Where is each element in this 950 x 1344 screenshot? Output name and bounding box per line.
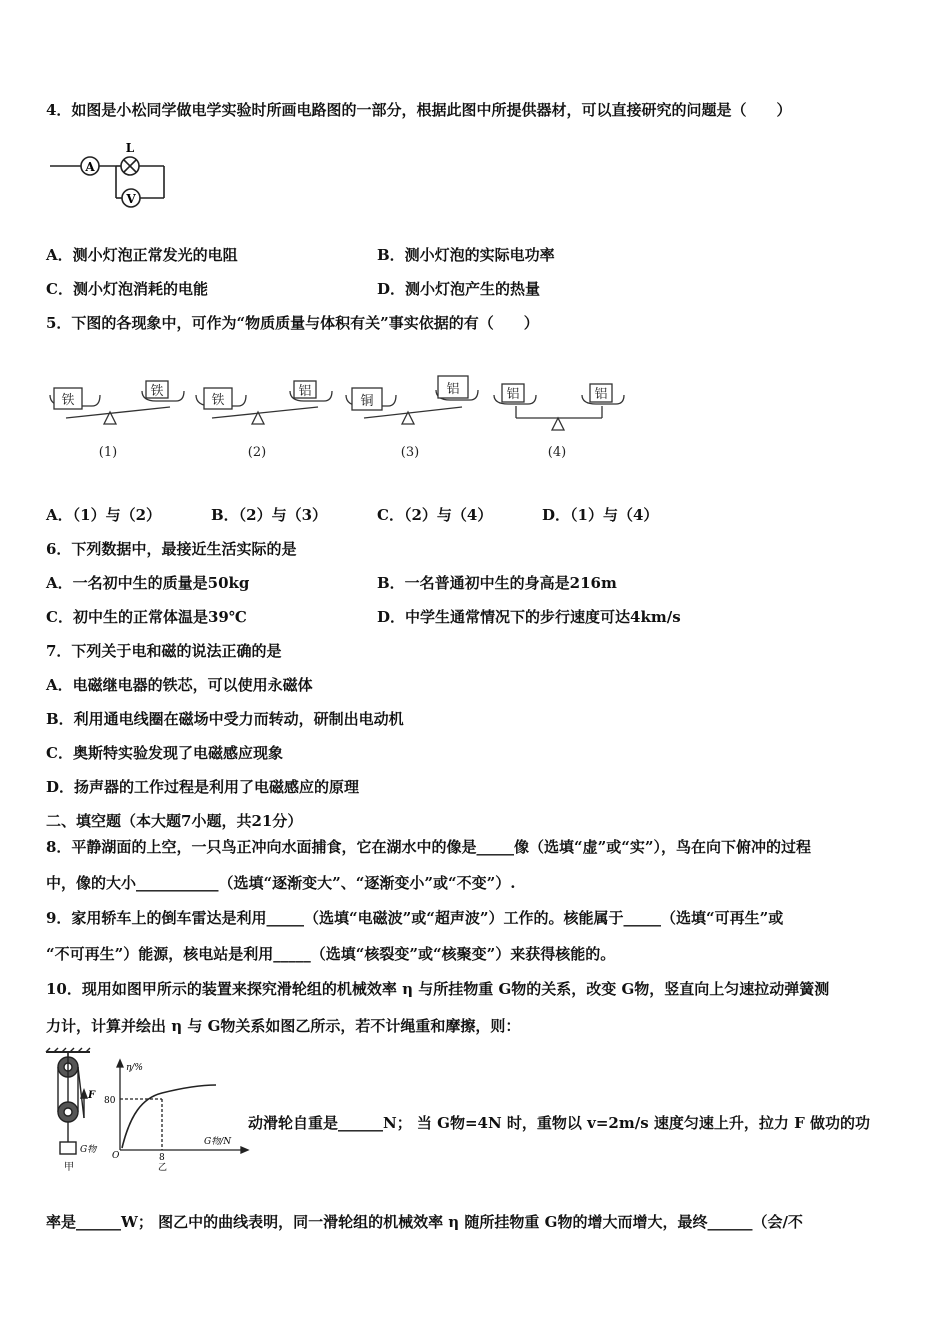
q6-option-d: D．中学生通常情况下的步行速度可达4km/s [377, 608, 681, 626]
b1-left-label: 铁 [61, 393, 75, 408]
section-heading: 二、填空题（本大题7小题，共21分） [46, 812, 303, 830]
q4-option-a: A．测小灯泡正常发光的电阻 [46, 246, 238, 264]
q10-line4: 率是______W； 图乙中的曲线表明，同一滑轮组的机械效率 η 随所挂物重 G物的增大而增大，最终______（会/不 [46, 1213, 803, 1231]
q8-line1: 8．平静湖面的上空，一只鸟正冲向水面捕食，它在湖水中的像是_____像（选填“虚”或“实”），鸟在向下俯冲的过程 [46, 838, 811, 856]
q4-option-c: C．测小灯泡消耗的电能 [46, 280, 208, 298]
force-f-label: F [88, 1090, 96, 1101]
q6-stem: 6．下列数据中，最接近生活实际的是 [46, 540, 297, 558]
q4-circuit-diagram [48, 138, 178, 214]
q5-balance-diagrams [46, 370, 626, 465]
x-tick-8: 8 [159, 1153, 165, 1163]
b3-left-label: 铜 [360, 394, 374, 409]
q5-option-a: A．（1）与（2） [46, 506, 162, 524]
b3-caption: (3) [400, 445, 420, 460]
q4-stem: 4．如图是小松同学做电学实验时所画电路图的一部分，根据此图中所提供器材，可以直接研究的问题是（ ） [46, 101, 792, 119]
q5-option-d: D．（1）与（4） [542, 506, 659, 524]
origin-label: O [112, 1151, 120, 1161]
lamp-label: L [125, 141, 135, 155]
b1-caption: (1) [98, 445, 118, 460]
q7-option-c: C．奥斯特实验发现了电磁感应现象 [46, 744, 283, 762]
q10-efficiency-graph [104, 1060, 250, 1173]
figure-jia-caption: 甲 [64, 1162, 74, 1173]
q10-line2: 力计，计算并绘出 η 与 G物关系如图乙所示，若不计绳重和摩擦，则： [46, 1017, 521, 1035]
voltmeter-label: V [126, 192, 136, 206]
q4-option-b: B．测小灯泡的实际电功率 [377, 246, 555, 264]
q9-line2: “不可再生”）能源，核电站是利用_____（选填“核裂变”或“核聚变”）来获得核能的。 [46, 945, 616, 963]
b2-left-label: 铁 [211, 393, 225, 408]
b4-caption: (4) [547, 445, 567, 460]
q7-option-d: D．扬声器的工作过程是利用了电磁感应的原理 [46, 778, 360, 796]
q7-option-b: B．利用通电线圈在磁场中受力而转动，研制出电动机 [46, 710, 404, 728]
q7-stem: 7．下列关于电和磁的说法正确的是 [46, 642, 282, 660]
b2-caption: (2) [247, 445, 267, 460]
b2-right-label: 铝 [298, 384, 312, 399]
q7-option-a: A．电磁继电器的铁芯，可以使用永磁体 [46, 676, 313, 694]
q5-stem: 5．下图的各现象中，可作为“物质质量与体积有关”事实依据的有（ ） [46, 314, 539, 332]
b4-right-label: 铝 [594, 387, 608, 402]
b1-right-label: 铁 [150, 384, 164, 399]
q9-line1: 9．家用轿车上的倒车雷达是利用_____（选填“电磁波”或“超声波”）工作的。核能属于_____（选填“可再生”或 [46, 909, 784, 927]
q4-option-d: D．测小灯泡产生的热量 [377, 280, 541, 298]
q5-option-b: B．（2）与（3） [211, 506, 328, 524]
y-axis-label: η/% [126, 1063, 143, 1073]
q5-option-c: C．（2）与（4） [377, 506, 493, 524]
y-tick-80: 80 [104, 1096, 116, 1106]
x-axis-label: G物/N [204, 1137, 232, 1147]
q10-line1: 10．现用如图甲所示的装置来探究滑轮组的机械效率 η 与所挂物重 G物的关系，改变 G物，竖直向上匀速拉动弹簧测 [46, 980, 830, 998]
q8-line2: 中，像的大小___________（选填“逐渐变大”、“逐渐变小”或“不变”）. [46, 874, 516, 892]
figure-yi-caption: 乙 [158, 1163, 168, 1173]
b3-right-label: 铝 [446, 382, 460, 397]
ammeter-label: A [85, 160, 95, 174]
q6-option-a: A．一名初中生的质量是50kg [46, 574, 250, 592]
weight-g-label: G物 [80, 1145, 97, 1155]
q10-line3: 动滑轮自重是______N； 当 G物=4N 时，重物以 v=2m/s 速度匀速上升，拉力 F 做功的功 [248, 1114, 870, 1132]
b4-left-label: 铝 [506, 387, 520, 402]
q6-option-c: C．初中生的正常体温是39℃ [46, 608, 247, 626]
q6-option-b: B．一名普通初中生的身高是216m [377, 574, 617, 592]
